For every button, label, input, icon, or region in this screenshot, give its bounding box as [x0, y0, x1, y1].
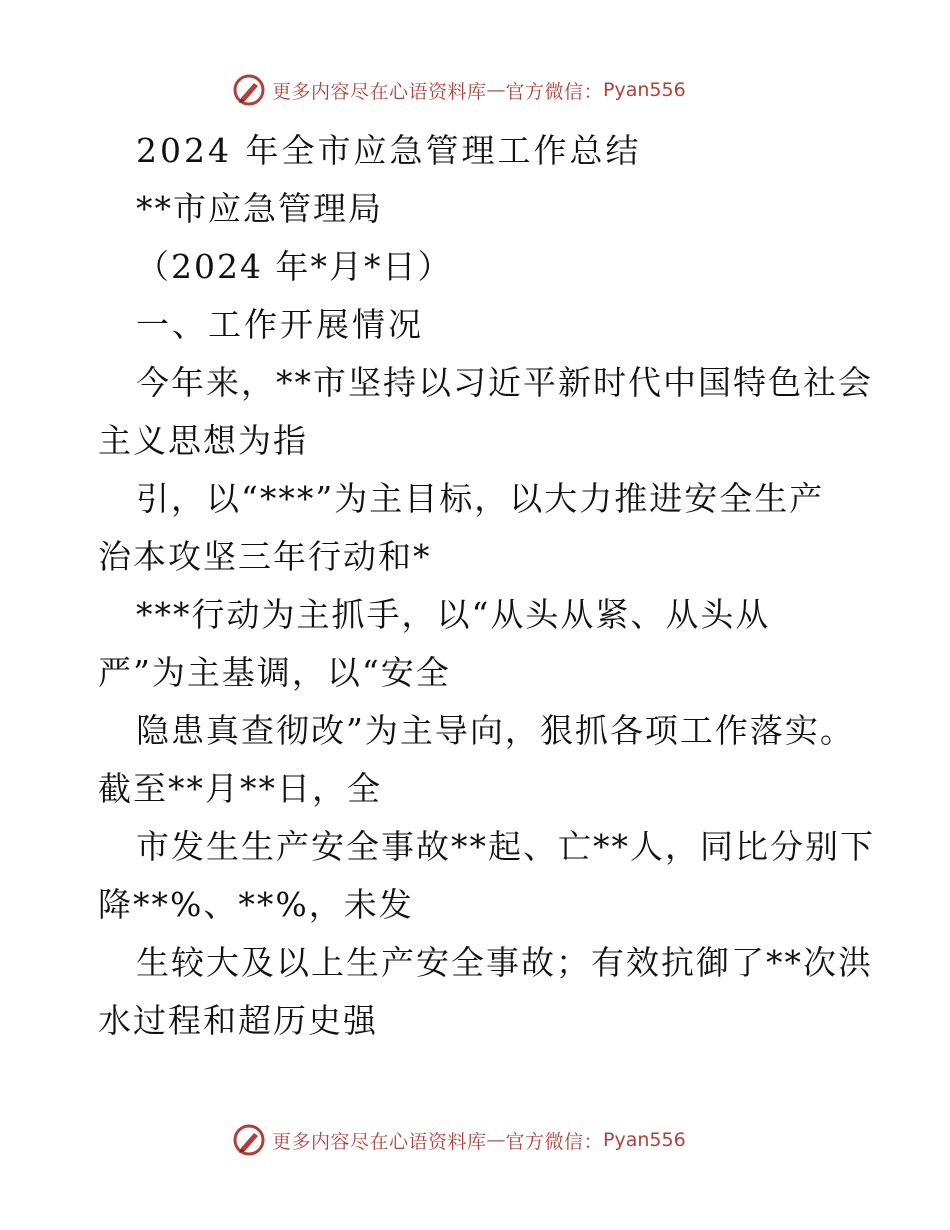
- footer-watermark: [232, 1120, 686, 1160]
- pen-logo-icon: [232, 1123, 266, 1157]
- watermark-text: 更多内容尽在心语资料库: [272, 1130, 487, 1153]
- watermark-wechat-id: Pyan556: [603, 1129, 686, 1151]
- pen-logo-icon: [232, 73, 266, 107]
- watermark-dash: —: [486, 79, 506, 101]
- watermark-wechat-label: 官方微信：: [505, 1130, 604, 1153]
- watermark-dash: —: [486, 1129, 506, 1151]
- paragraph-line: 严”为主基调，以“安全: [98, 653, 451, 692]
- section-heading: 一、工作开展情况: [136, 305, 424, 344]
- header-watermark: [232, 70, 686, 110]
- paragraph-line: 截至**月**日，全: [98, 769, 382, 808]
- document-body: [98, 122, 875, 1050]
- paragraph-line: 治本攻坚三年行动和*: [98, 537, 432, 576]
- document-issuer: **市应急管理局: [136, 189, 383, 228]
- paragraph-line: 市发生生产安全事故**起、亡**人，同比分别下: [136, 827, 875, 866]
- paragraph-line: 今年来，**市坚持以习近平新时代中国特色社会: [136, 363, 873, 402]
- watermark-wechat-label: 官方微信：: [505, 80, 604, 103]
- document-date: （2024 年*月*日）: [136, 247, 453, 286]
- paragraph-line: 主义思想为指: [98, 421, 308, 460]
- paragraph-line: 水过程和超历史强: [98, 1001, 378, 1040]
- paragraph-line: 生较大及以上生产安全事故；有效抗御了**次洪: [136, 943, 873, 982]
- watermark-text: 更多内容尽在心语资料库: [272, 80, 487, 103]
- paragraph-line: 隐患真查彻改”为主导向，狠抓各项工作落实。: [136, 711, 855, 750]
- paragraph-line: 降**%、**%，未发: [98, 885, 414, 924]
- watermark-wechat-id: Pyan556: [603, 79, 686, 101]
- document-title: 2024 年全市应急管理工作总结: [136, 131, 642, 170]
- paragraph-line: ***行动为主抓手，以“从头从紧、从头从: [136, 595, 771, 634]
- paragraph-line: 引，以“***”为主目标，以大力推进安全生产: [136, 479, 825, 518]
